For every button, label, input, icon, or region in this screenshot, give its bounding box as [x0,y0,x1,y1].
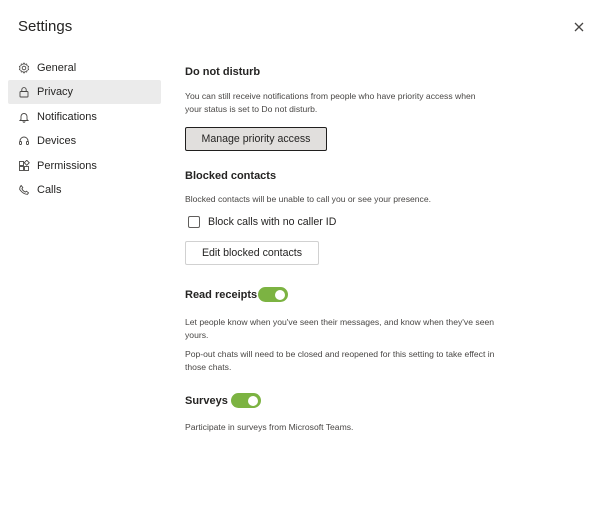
edit-blocked-contacts-button[interactable]: Edit blocked contacts [185,241,319,265]
surveys-description: Participate in surveys from Microsoft Teams. [185,422,354,432]
surveys-heading: Surveys [185,395,228,407]
blocked-contacts-heading: Blocked contacts [185,170,277,182]
block-no-caller-id-checkbox[interactable] [188,216,200,228]
sidebar-item-general[interactable] [8,56,161,80]
close-icon[interactable] [571,19,587,35]
checkbox-label: Block calls with no caller ID [208,216,337,228]
phone-icon [18,184,30,196]
settings-sidebar [8,56,161,202]
manage-priority-access-button[interactable]: Manage priority access [185,127,327,151]
surveys-toggle[interactable] [231,393,261,408]
sidebar-item-label: Calls [37,183,62,196]
gear-icon [18,62,30,74]
read-receipts-toggle[interactable] [258,287,288,302]
read-receipts-description: Let people know when you've seen their messages, and know when they've seen yours. [185,317,495,340]
dnd-heading: Do not disturb [185,66,261,78]
sidebar-item-devices[interactable] [8,129,161,153]
read-receipts-note: Pop-out chats will need to be closed and reopened for this setting to take effect in those chats. [185,349,495,372]
page-title: Settings [18,18,73,35]
apps-icon [18,160,30,172]
sidebar-item-label: Privacy [37,86,74,99]
dnd-description: You can still receive notifications from people who have priority access when your status is set to Do not disturb. [185,91,476,114]
bell-icon [18,111,30,123]
sidebar-item-label: Devices [37,135,77,148]
read-receipts-heading: Read receipts [185,289,258,301]
toggle-knob [275,290,285,300]
headset-icon [18,135,30,147]
toggle-knob [248,396,258,406]
block-no-caller-id-row[interactable] [188,216,336,228]
sidebar-item-privacy[interactable] [8,80,161,104]
sidebar-item-label: Notifications [37,110,97,123]
sidebar-item-notifications[interactable] [8,105,161,129]
blocked-contacts-description: Blocked contacts will be unable to call you or see your presence. [185,194,432,204]
sidebar-item-label: General [37,62,77,74]
sidebar-item-permissions[interactable] [8,154,161,178]
sidebar-item-calls[interactable] [8,178,161,202]
lock-icon [18,86,30,98]
sidebar-item-label: Permissions [37,159,97,172]
